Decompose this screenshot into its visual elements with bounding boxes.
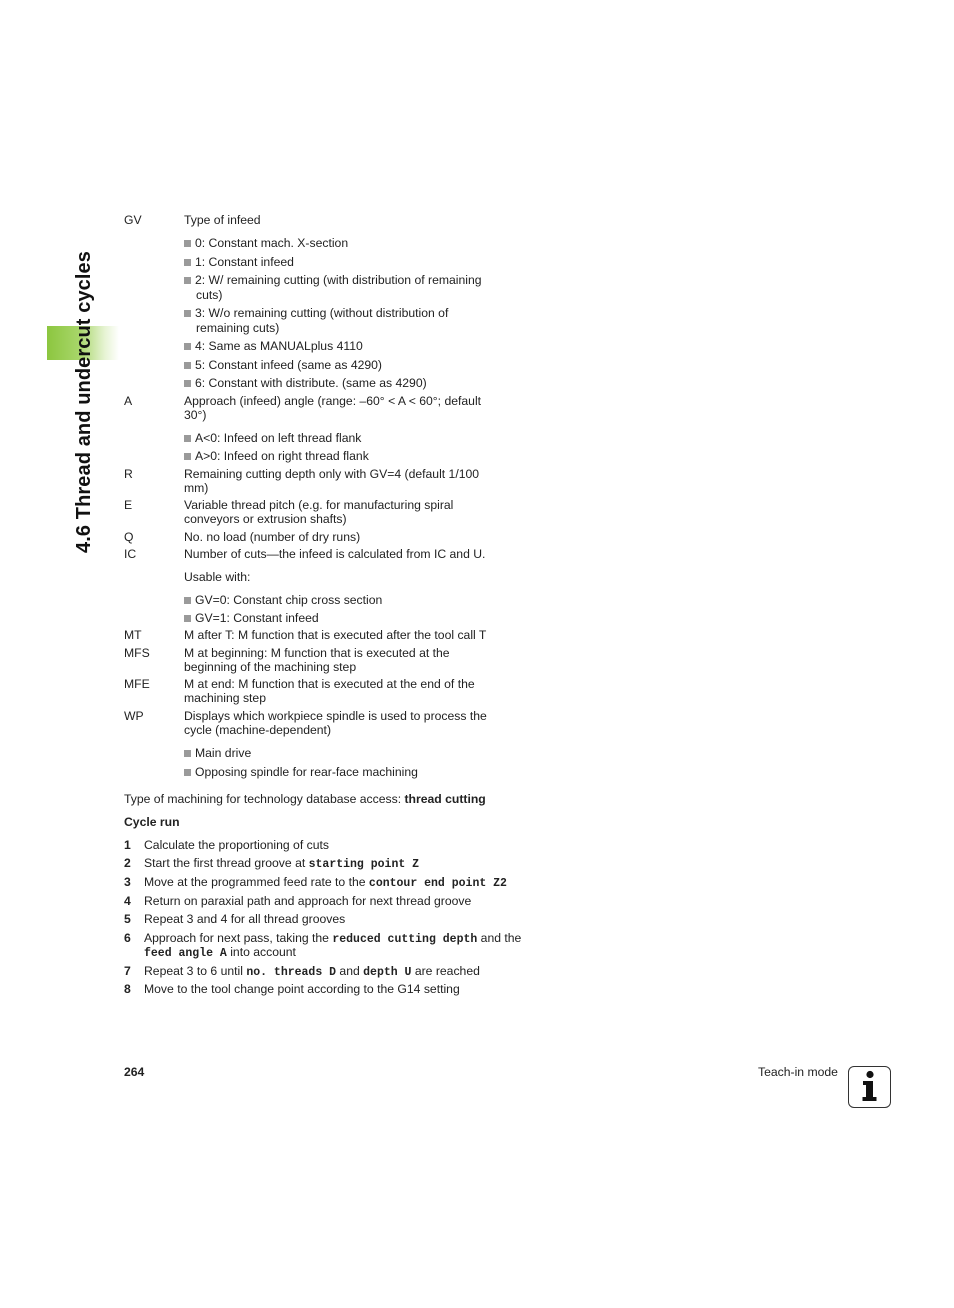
step-fragment: Repeat 3 and 4 for all thread grooves [144,912,346,926]
param-code-gv: GV [124,213,142,227]
info-icon [848,1066,891,1108]
step-fragment: are reached [411,964,480,978]
bullet-icon [184,277,191,284]
step-text [144,875,507,891]
param-desc-mfs: M at beginning: M function that is executed at the [184,646,450,660]
param-code-mt: MT [124,628,142,642]
step-term: depth U [363,966,412,979]
step-term: starting point Z [308,858,420,871]
bullet-icon [184,259,191,266]
gv-option-5: 5: Constant infeed (same as 4290) [184,358,382,372]
param-code-a: A [124,394,133,408]
step-fragment: Calculate the proportioning of cuts [144,838,329,852]
step-fragment: and the [477,931,522,945]
param-desc-mfe: M at end: M function that is executed at the end of the [184,677,475,691]
param-desc-gv: Type of infeed [184,213,261,227]
tech-db-value: thread cutting [404,792,486,806]
step-number: 5 [124,912,131,926]
step-fragment: Return on paraxial path and approach for next thread groove [144,894,472,908]
step-number: 1 [124,838,131,852]
step-fragment: Move at the programmed feed rate to the [144,875,369,889]
ic-option-1: GV=1: Constant infeed [184,611,319,625]
param-code-r: R [124,467,133,481]
bullet-icon [184,597,191,604]
step-fragment: Move to the tool change point according to the G14 setting [144,982,460,996]
bullet-icon [184,343,191,350]
step-text [144,912,345,926]
param-desc-q: No. no load (number of dry runs) [184,530,361,544]
step-text [144,894,471,908]
param-desc-r-cont: mm) [184,481,209,495]
step-number: 4 [124,894,131,908]
gv-option-3-cont: remaining cuts) [196,321,280,335]
tech-db-line: Type of machining for technology database access: thread cutting [124,792,486,806]
bullet-icon [184,769,191,776]
gv-option-3: 3: W/o remaining cutting (without distribution of [184,306,448,320]
wp-option-1: Opposing spindle for rear-face machining [184,765,418,779]
step-text [144,964,480,980]
step-text [144,982,460,996]
step-term: no. threads D [246,966,337,979]
gv-option-6: 6: Constant with distribute. (same as 4290) [184,376,427,390]
gv-option-2-cont: cuts) [196,288,223,302]
param-code-mfe: MFE [124,677,150,691]
step-number: 6 [124,931,131,945]
gv-option-1: 1: Constant infeed [184,255,294,269]
param-desc-e-cont: conveyors or extrusion shafts) [184,512,347,526]
ic-usable-label: Usable with: [184,570,251,584]
bullet-icon [184,750,191,757]
step-term: reduced cutting depth [332,933,478,946]
param-desc-a: Approach (infeed) angle (range: –60° < A < 60°; default [184,394,482,408]
step-fragment: Repeat 3 to 6 until [144,964,247,978]
param-desc-mt: M after T: M function that is executed after the tool call T [184,628,487,642]
step-number: 2 [124,856,131,870]
param-code-e: E [124,498,133,512]
param-desc-wp-cont: cycle (machine-dependent) [184,723,332,737]
bullet-icon [184,453,191,460]
chapter-title: 4.6 Thread and undercut cycles [73,251,95,553]
step-term: feed angle A [144,947,227,960]
param-desc-ic: Number of cuts—the infeed is calculated from IC and U. [184,547,486,561]
bullet-icon [184,615,191,622]
step-text [144,856,419,872]
param-code-ic: IC [124,547,137,561]
gv-option-2: 2: W/ remaining cutting (with distribution of remaining [184,273,482,287]
step-fragment: Approach for next pass, taking the [144,931,333,945]
param-code-mfs: MFS [124,646,150,660]
step-number: 7 [124,964,131,978]
info-glyph [849,1067,889,1106]
param-desc-r: Remaining cutting depth only with GV=4 (default 1/100 [184,467,480,481]
gv-option-4: 4: Same as MANUALplus 4110 [184,339,363,353]
param-desc-wp: Displays which workpiece spindle is used to process the [184,709,487,723]
footer-section: Teach-in mode [758,1065,838,1079]
step-number: 8 [124,982,131,996]
gv-option-0: 0: Constant mach. X-section [184,236,348,250]
param-code-q: Q [124,530,134,544]
step-text [144,945,296,961]
param-desc-e: Variable thread pitch (e.g. for manufacturing spiral [184,498,454,512]
a-option-1: A>0: Infeed on right thread flank [184,449,369,463]
bullet-icon [184,310,191,317]
param-desc-mfe-cont: machining step [184,691,266,705]
cycle-run-heading: Cycle run [124,815,180,829]
bullet-icon [184,380,191,387]
param-code-wp: WP [124,709,144,723]
step-fragment: Start the first thread groove at [144,856,309,870]
bullet-icon [184,435,191,442]
bullet-icon [184,240,191,247]
param-desc-a-cont: 30°) [184,408,207,422]
page-number: 264 [124,1065,145,1079]
step-fragment: and [336,964,364,978]
step-number: 3 [124,875,131,889]
a-option-0: A<0: Infeed on left thread flank [184,431,361,445]
step-term: contour end point Z2 [368,877,507,890]
ic-option-0: GV=0: Constant chip cross section [184,593,382,607]
step-text [144,838,329,852]
param-desc-mfs-cont: beginning of the machining step [184,660,357,674]
bullet-icon [184,362,191,369]
wp-option-0: Main drive [184,746,251,760]
step-fragment: into account [226,945,296,959]
